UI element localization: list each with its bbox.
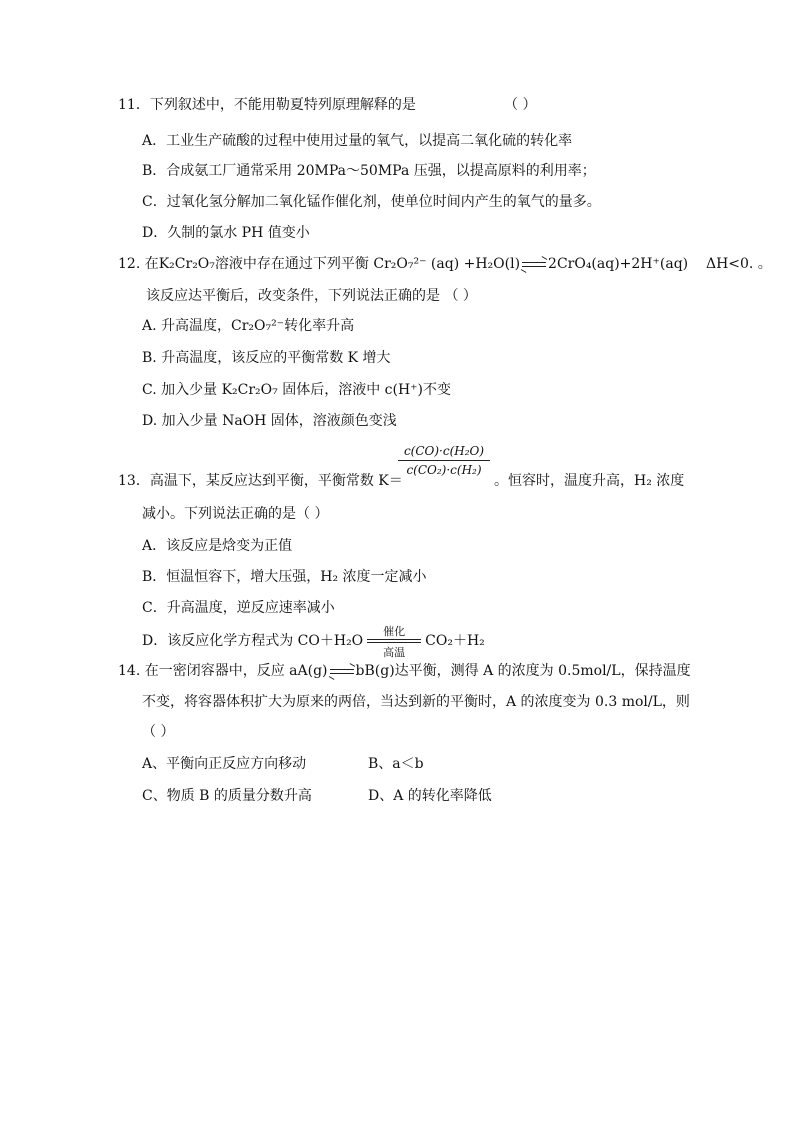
q11-answer-paren: （ ） — [504, 97, 537, 113]
q11-option-c: C．过氧化氢分解加二氧化锰作催化剂，使单位时间内产生的氧气的量多。 — [142, 194, 601, 210]
q12-option-d: D. 加入少量 NaOH 固体，溶液颜色变浅 — [142, 413, 397, 429]
q14-option-d: D、A 的转化率降低 — [368, 788, 492, 804]
q12-stem: 12. 在K₂Cr₂O₇溶液中存在通过下列平衡 Cr₂O₇²⁻ (aq) +H₂O(l) 2CrO₄(aq)+2H⁺(aq) ΔH<0. 。 — [118, 256, 772, 272]
q13-option-c: C．升高温度，逆反应速率减小 — [142, 600, 335, 616]
reversible-reaction-arrow-icon: 催化 高温 — [367, 628, 421, 654]
q13-option-b: B．恒温恒容下，增大压强，H₂ 浓度一定减小 — [142, 569, 427, 585]
q13-equilibrium-constant-fraction — [398, 444, 490, 477]
q13-stem-line2: 减小。下列说法正确的是（ ） — [142, 506, 329, 522]
q13-option-d: D．该反应化学方程式为 CO＋H₂O 催化 高温 CO₂＋H₂ — [142, 625, 485, 659]
q12-stem-line2: 该反应达平衡后，改变条件，下列说法正确的是 （ ） — [146, 288, 477, 304]
fraction-denominator: c(CO₂)·c(H₂) — [406, 463, 482, 477]
q13-option-a: A．该反应是焓变为正值 — [142, 538, 293, 554]
q13-stem-tail: 。恒容时，温度升高，H₂ 浓度 — [494, 473, 685, 489]
q11-stem: 11．下列叙述中，不能用勒夏特列原理解释的是 — [118, 97, 416, 113]
equilibrium-arrow-icon — [522, 258, 546, 270]
q14-answer-paren: （ ） — [142, 724, 175, 740]
q14-option-b: B、a＜b — [368, 756, 424, 772]
q13-stem: 13．高温下，某反应达到平衡，平衡常数 K＝ — [118, 473, 403, 489]
equilibrium-arrow-icon — [330, 665, 354, 677]
q14-option-a: A、平衡向正反应方向移动 — [142, 756, 307, 772]
q11-option-a: A．工业生产硫酸的过程中使用过量的氧气，以提高二氧化硫的转化率 — [142, 133, 573, 149]
q12-option-a: A. 升高温度，Cr₂O₇²⁻转化率升高 — [142, 318, 355, 334]
q14-option-c: C、物质 B 的质量分数升高 — [142, 788, 312, 804]
q12-option-c: C. 加入少量 K₂Cr₂O₇ 固体后，溶液中 c(H⁺)不变 — [142, 382, 452, 398]
fraction-numerator: c(CO)·c(H₂O) — [398, 444, 490, 461]
q11-option-b: B．合成氨工厂通常采用 20MPa～50MPa 压强，以提高原料的利用率； — [142, 163, 596, 179]
q12-option-b: B. 升高温度，该反应的平衡常数 K 增大 — [142, 350, 391, 366]
q11-option-d: D．久制的氯水 PH 值变小 — [142, 225, 310, 241]
q14-stem-line2: 不变，将容器体积扩大为原来的两倍，当达到新的平衡时，A 的浓度变为 0.3 mol/L，则 — [142, 694, 690, 710]
q14-stem: 14. 在一密闭容器中，反应 aA(g) bB(g)达平衡，测得 A 的浓度为 0.5mol/L，保持温度 — [118, 663, 691, 679]
